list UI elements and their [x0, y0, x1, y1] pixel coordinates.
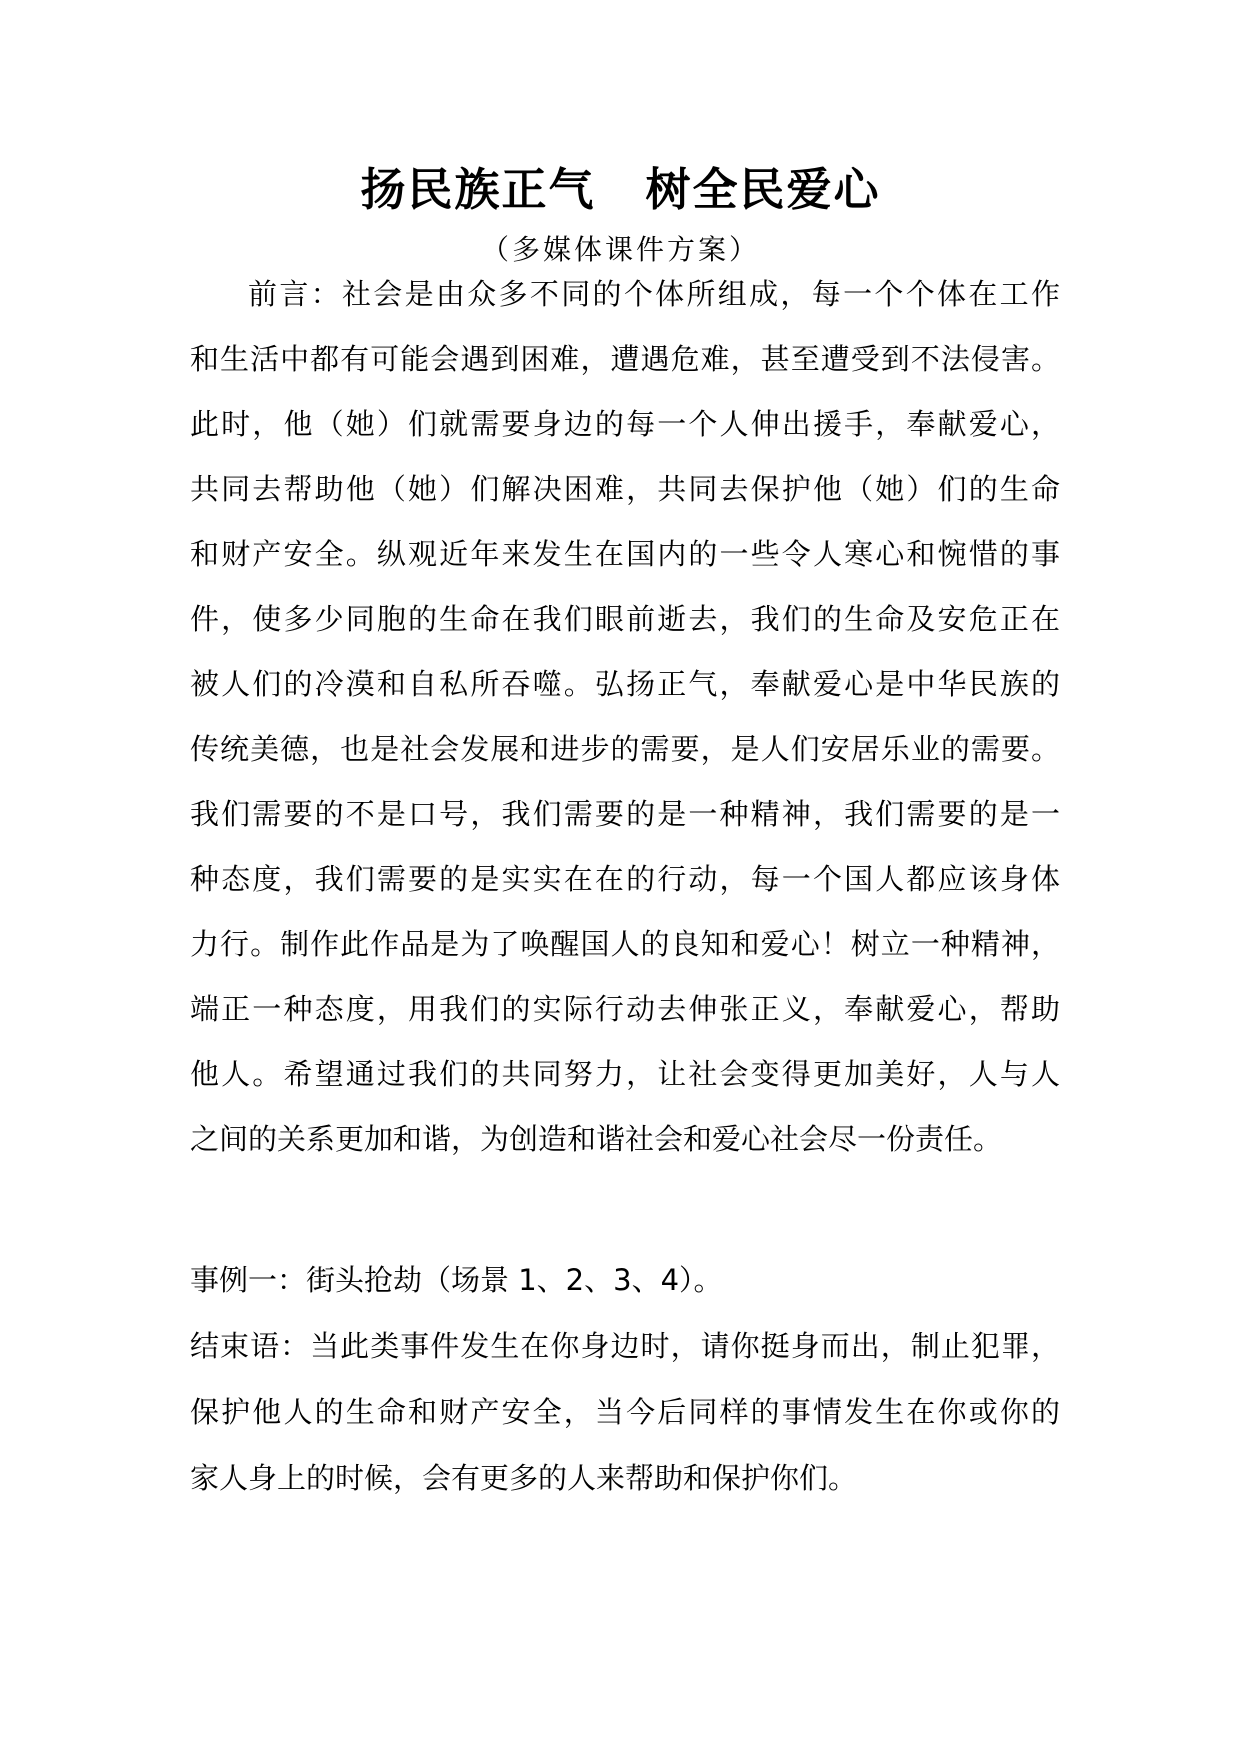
document-subtitle: （多媒体课件方案） [480, 233, 760, 266]
preface-line: 此时，他（她）们就需要身边的每一个人伸出援手，奉献爱心， [190, 407, 1060, 441]
preface-line: 和财产安全。纵观近年来发生在国内的一些令人寒心和惋惜的事 [190, 537, 1060, 571]
preface-line: 共同去帮助他（她）们解决困难，共同去保护他（她）们的生命 [190, 472, 1060, 506]
preface-line: 和生活中都有可能会遇到困难，遭遇危难，甚至遭受到不法侵害。 [190, 342, 1060, 376]
preface-line: 前言：社会是由众多不同的个体所组成，每一个个体在工作 [248, 277, 1060, 311]
preface-line: 力行。制作此作品是为了唤醒国人的良知和爱心！树立一种精神， [190, 927, 1060, 961]
preface-line: 被人们的冷漠和自私所吞噬。弘扬正气，奉献爱心是中华民族的 [190, 667, 1060, 701]
document-title [0, 150, 1241, 220]
closing-line: 保护他人的生命和财产安全，当今后同样的事情发生在你或你的 [190, 1395, 1060, 1429]
preface-line: 我们需要的不是口号，我们需要的是一种精神，我们需要的是一 [190, 797, 1060, 831]
preface-line: 他人。希望通过我们的共同努力，让社会变得更加美好，人与人 [190, 1057, 1060, 1091]
example-section [190, 1247, 1060, 1511]
title-part-2: 树全民爱心 [645, 162, 881, 216]
preface-paragraph [190, 262, 1060, 1172]
preface-line: 件，使多少同胞的生命在我们眼前逝去，我们的生命及安危正在 [190, 602, 1060, 636]
preface-line: 种态度，我们需要的是实实在在的行动，每一个国人都应该身体 [190, 862, 1060, 896]
closing-line: 结束语：当此类事件发生在你身边时，请你挺身而出，制止犯罪， [190, 1329, 1060, 1363]
preface-line: 之间的关系更加和谐，为创造和谐社会和爱心社会尽一份责任。 [190, 1122, 1003, 1156]
closing-line: 家人身上的时候，会有更多的人来帮助和保护你们。 [190, 1461, 858, 1495]
preface-line: 端正一种态度，用我们的实际行动去伸张正义，奉献爱心，帮助 [190, 992, 1060, 1026]
preface-line: 传统美德，也是社会发展和进步的需要，是人们安居乐业的需要。 [190, 732, 1060, 766]
example-heading: 事例一：街头抢劫（场景 1、2、3、4）。 [190, 1263, 723, 1297]
title-part-1: 扬民族正气 [360, 162, 596, 216]
